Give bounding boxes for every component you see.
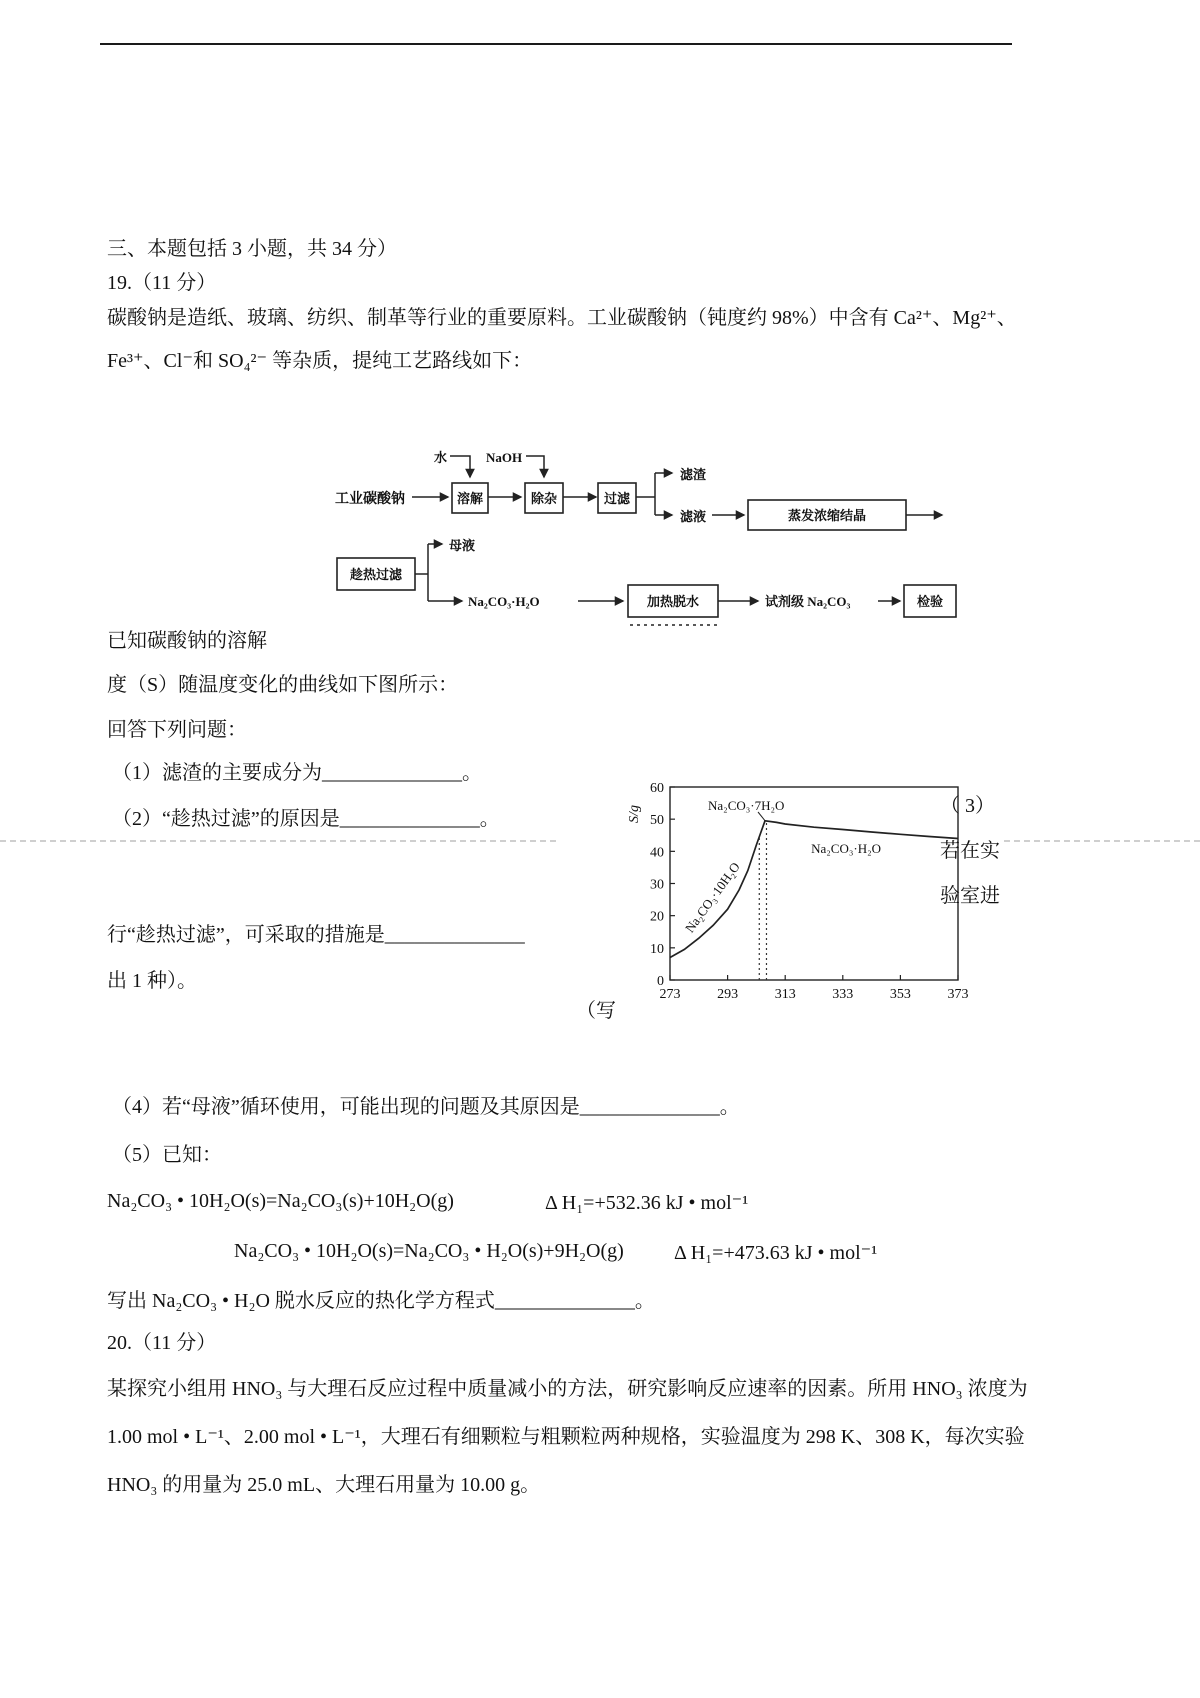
- flow-filter-label: 过滤: [603, 491, 631, 506]
- equation-1-enthalpy: Δ H₁=+532.36 kJ • mol⁻¹: [545, 1192, 749, 1214]
- y-tick-label: 10: [650, 941, 664, 957]
- x-tick-label: 273: [659, 987, 681, 1002]
- flow-water-label: 水: [434, 450, 448, 465]
- question-1: （1）滤渣的主要成分为______________。: [112, 762, 482, 784]
- equation-2-enthalpy: Δ H₁=+473.63 kJ • mol⁻¹: [674, 1242, 878, 1264]
- top-rule: [100, 43, 1012, 45]
- equation-2-formula: Na₂CO₃ • 10H₂O(s)=Na₂CO₃ • H₂O(s)+9H₂O(g): [234, 1240, 624, 1262]
- x-tick-label: 353: [889, 987, 911, 1002]
- x-tick-label: 333: [832, 987, 854, 1002]
- flow-dehydrate-label: 加热脱水: [646, 594, 700, 609]
- x-tick-label: 293: [717, 987, 739, 1002]
- question-5-ask: 写出 Na₂CO₃ • H₂O 脱水反应的热化学方程式______________。: [107, 1290, 655, 1312]
- question-5-label: （5）已知：: [112, 1144, 222, 1166]
- flow-residue-label: 滤渣: [680, 467, 707, 482]
- purification-flowchart: [330, 443, 975, 638]
- flow-dissolve-label: 溶解: [456, 491, 484, 506]
- equation-2: [234, 1240, 878, 1264]
- question-19-number: 19.（11 分）: [107, 272, 217, 294]
- section-header: 三、本题包括 3 小题，共 34 分）: [107, 238, 397, 260]
- x-tick-label: 373: [947, 987, 969, 1002]
- question-3-line2: 出 1 种）。: [107, 970, 197, 992]
- question-2: （2）“趁热过滤”的原因是______________。: [112, 808, 500, 830]
- flow-evaporate-label: 蒸发浓缩结晶: [787, 508, 867, 523]
- flow-filtrate-label: 滤液: [680, 509, 707, 524]
- q20-line3: HNO₃ 的用量为 25.0 mL、大理石用量为 10.00 g。: [107, 1474, 541, 1496]
- page-dashed-line-right: [1004, 840, 1200, 842]
- curve-label-decahydrate: Na₂CO₃·10H₂O: [681, 859, 743, 936]
- flow-naoh-label: NaOH: [486, 450, 523, 465]
- question-3-line1: 行“趁热过滤”，可采取的措施是______________: [107, 924, 525, 946]
- flow-monohydrate-label: Na₂CO₃·H₂O: [468, 594, 540, 609]
- flow-remove-label: 除杂: [530, 491, 558, 506]
- question-3-side2: 验室进: [940, 885, 1000, 907]
- q20-line2: 1.00 mol • L⁻¹、2.00 mol • L⁻¹，大理石有细颗粒与粗颗粒两种规格，实验温度为 298 K、308 K，每次实验: [107, 1426, 1025, 1448]
- flow-input-label: 工业碳酸钠: [335, 492, 405, 507]
- known-line1: 已知碳酸钠的溶解: [107, 630, 267, 652]
- curve-label-heptahydrate: Na₂CO₃·7H₂O: [708, 798, 785, 813]
- y-tick-label: 40: [650, 845, 664, 861]
- q19-intro-line2: Fe³⁺、Cl⁻和 SO₄²⁻ 等杂质，提纯工艺路线如下：: [107, 350, 533, 372]
- peak-label-pointer: [758, 812, 765, 821]
- question-20-number: 20.（11 分）: [107, 1332, 217, 1354]
- question-3-side1: 若在实: [940, 840, 1000, 862]
- question-3-paren: （写: [576, 1000, 616, 1022]
- flow-inspect-label: 检验: [916, 594, 944, 609]
- q19-intro-line1: 碳酸钠是造纸、玻璃、纺织、制革等行业的重要原料。工业碳酸钠（钝度约 98%）中含有 Ca²⁺、Mg²⁺、: [107, 307, 1017, 329]
- question-3-marker: （ 3）: [940, 795, 995, 817]
- question-4: （4）若“母液”循环使用，可能出现的问题及其原因是______________。: [112, 1096, 740, 1118]
- y-tick-label: 20: [650, 909, 664, 925]
- equation-1-formula: Na₂CO₃ • 10H₂O(s)=Na₂CO₃(s)+10H₂O(g): [107, 1190, 454, 1212]
- flow-product-label: 试剂级 Na₂CO₃: [765, 594, 851, 609]
- y-tick-label: 0: [657, 974, 664, 989]
- curve-label-monohydrate: Na₂CO₃·H₂O: [811, 840, 882, 856]
- y-tick-label: 30: [650, 877, 664, 893]
- x-tick-label: 313: [774, 987, 796, 1002]
- y-axis-label: S/g: [627, 805, 642, 823]
- known-line2: 度（S）随温度变化的曲线如下图所示：: [107, 674, 459, 696]
- page-dashed-line-left: [0, 840, 556, 842]
- flow-hot-filter-label: 趁热过滤: [349, 567, 403, 582]
- q20-line1: 某探究小组用 HNO₃ 与大理石反应过程中质量减小的方法，研究影响反应速率的因素。所用 HNO₃ 浓度为: [107, 1378, 1028, 1400]
- y-tick-label: 50: [650, 813, 664, 829]
- solubility-chart: [558, 772, 978, 1012]
- equation-1: [107, 1190, 749, 1214]
- answer-prompt: 回答下列问题：: [107, 719, 247, 741]
- flow-mother-liquor-label: 母液: [449, 538, 476, 553]
- y-tick-label: 60: [650, 781, 664, 796]
